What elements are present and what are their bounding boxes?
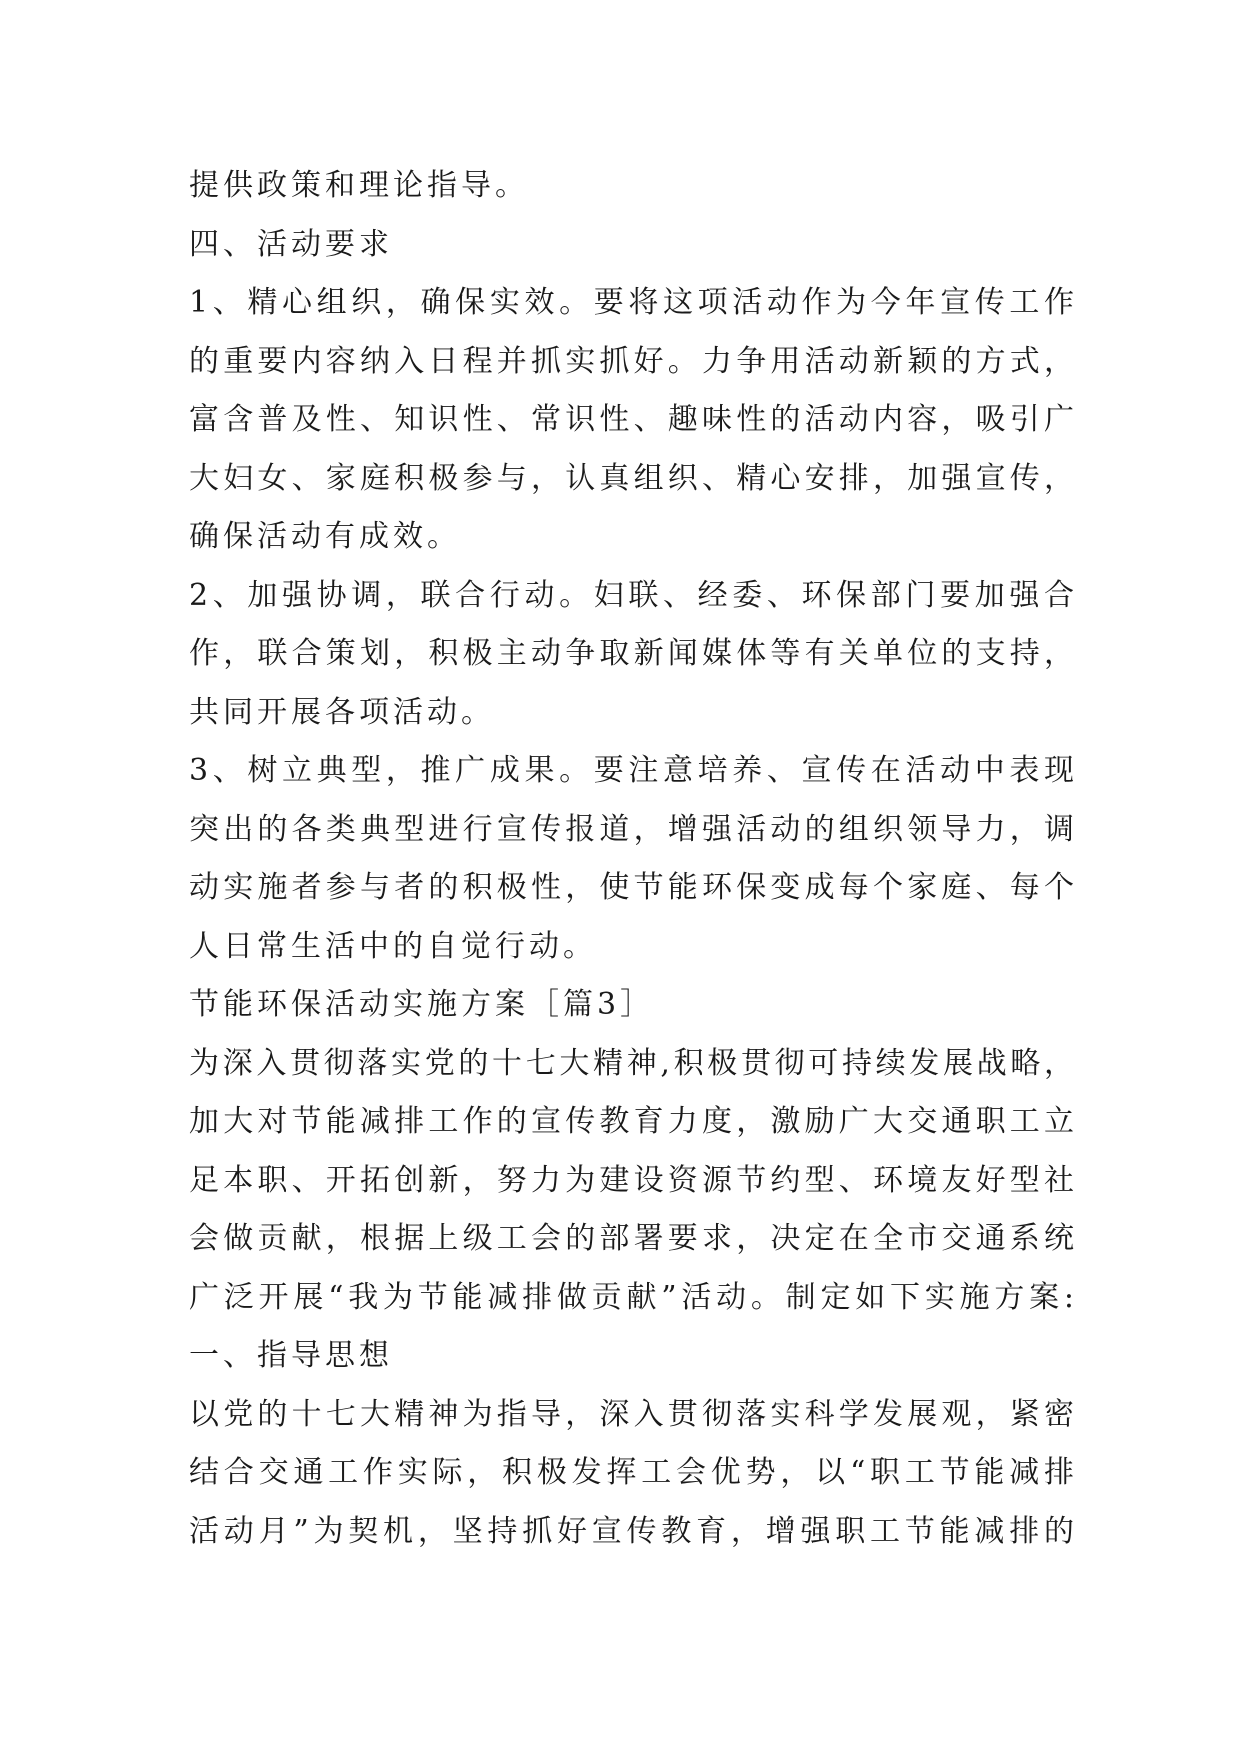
paragraph-line: 足本职、开拓创新，努力为建设资源节约型、环境友好型社 bbox=[189, 1162, 1074, 1198]
paragraph-line: 作，联合策划，积极主动争取新闻媒体等有关单位的支持， bbox=[189, 636, 1074, 671]
paragraph-line: 以党的十七大精神为指导，深入贯彻落实科学发展观，紧密 bbox=[189, 1396, 1074, 1432]
document-body bbox=[189, 157, 1074, 1561]
paragraph-line: 2、加强协调，联合行动。妇联、经委、环保部门要加强合 bbox=[189, 577, 1074, 613]
section-heading: 四、活动要求 bbox=[189, 226, 393, 262]
paragraph-line: 为深入贯彻落实党的十七大精神,积极贯彻可持续发展战略， bbox=[189, 1045, 1074, 1081]
paragraph-line: 提供政策和理论指导。 bbox=[189, 168, 529, 203]
paragraph-line: 确保活动有成效。 bbox=[189, 519, 461, 554]
paragraph-line: 1、精心组织，确保实效。要将这项活动作为今年宣传工作 bbox=[189, 285, 1074, 320]
paragraph-line: 活动月”为契机，坚持抓好宣传教育，增强职工节能减排的 bbox=[189, 1513, 1074, 1549]
paragraph-line: 会做贡献，根据上级工会的部署要求，决定在全市交通系统 bbox=[189, 1221, 1074, 1256]
paragraph-line: 加大对节能减排工作的宣传教育力度，激励广大交通职工立 bbox=[189, 1104, 1074, 1139]
paragraph-line: 共同开展各项活动。 bbox=[189, 694, 495, 730]
paragraph-line: 的重要内容纳入日程并抓实抓好。力争用活动新颖的方式， bbox=[189, 343, 1074, 379]
paragraph-line: 3、树立典型，推广成果。要注意培养、宣传在活动中表现 bbox=[189, 753, 1074, 788]
paragraph-line: 大妇女、家庭积极参与，认真组织、精心安排，加强宣传， bbox=[189, 460, 1074, 496]
paragraph-line: 结合交通工作实际，积极发挥工会优势，以“职工节能减排 bbox=[189, 1455, 1074, 1490]
paragraph-line: 人日常生活中的自觉行动。 bbox=[189, 928, 597, 964]
section-heading: 一、指导思想 bbox=[189, 1338, 393, 1373]
paragraph-line: 富含普及性、知识性、常识性、趣味性的活动内容，吸引广 bbox=[189, 402, 1074, 437]
paragraph-line: 广泛开展“我为节能减排做贡献”活动。制定如下实施方案: bbox=[189, 1279, 1074, 1315]
paragraph-line: 动实施者参与者的积极性，使节能环保变成每个家庭、每个 bbox=[189, 870, 1074, 905]
paragraph-line: 突出的各类典型进行宣传报道，增强活动的组织领导力，调 bbox=[189, 811, 1074, 847]
article-title: 节能环保活动实施方案［篇3］ bbox=[189, 987, 655, 1022]
